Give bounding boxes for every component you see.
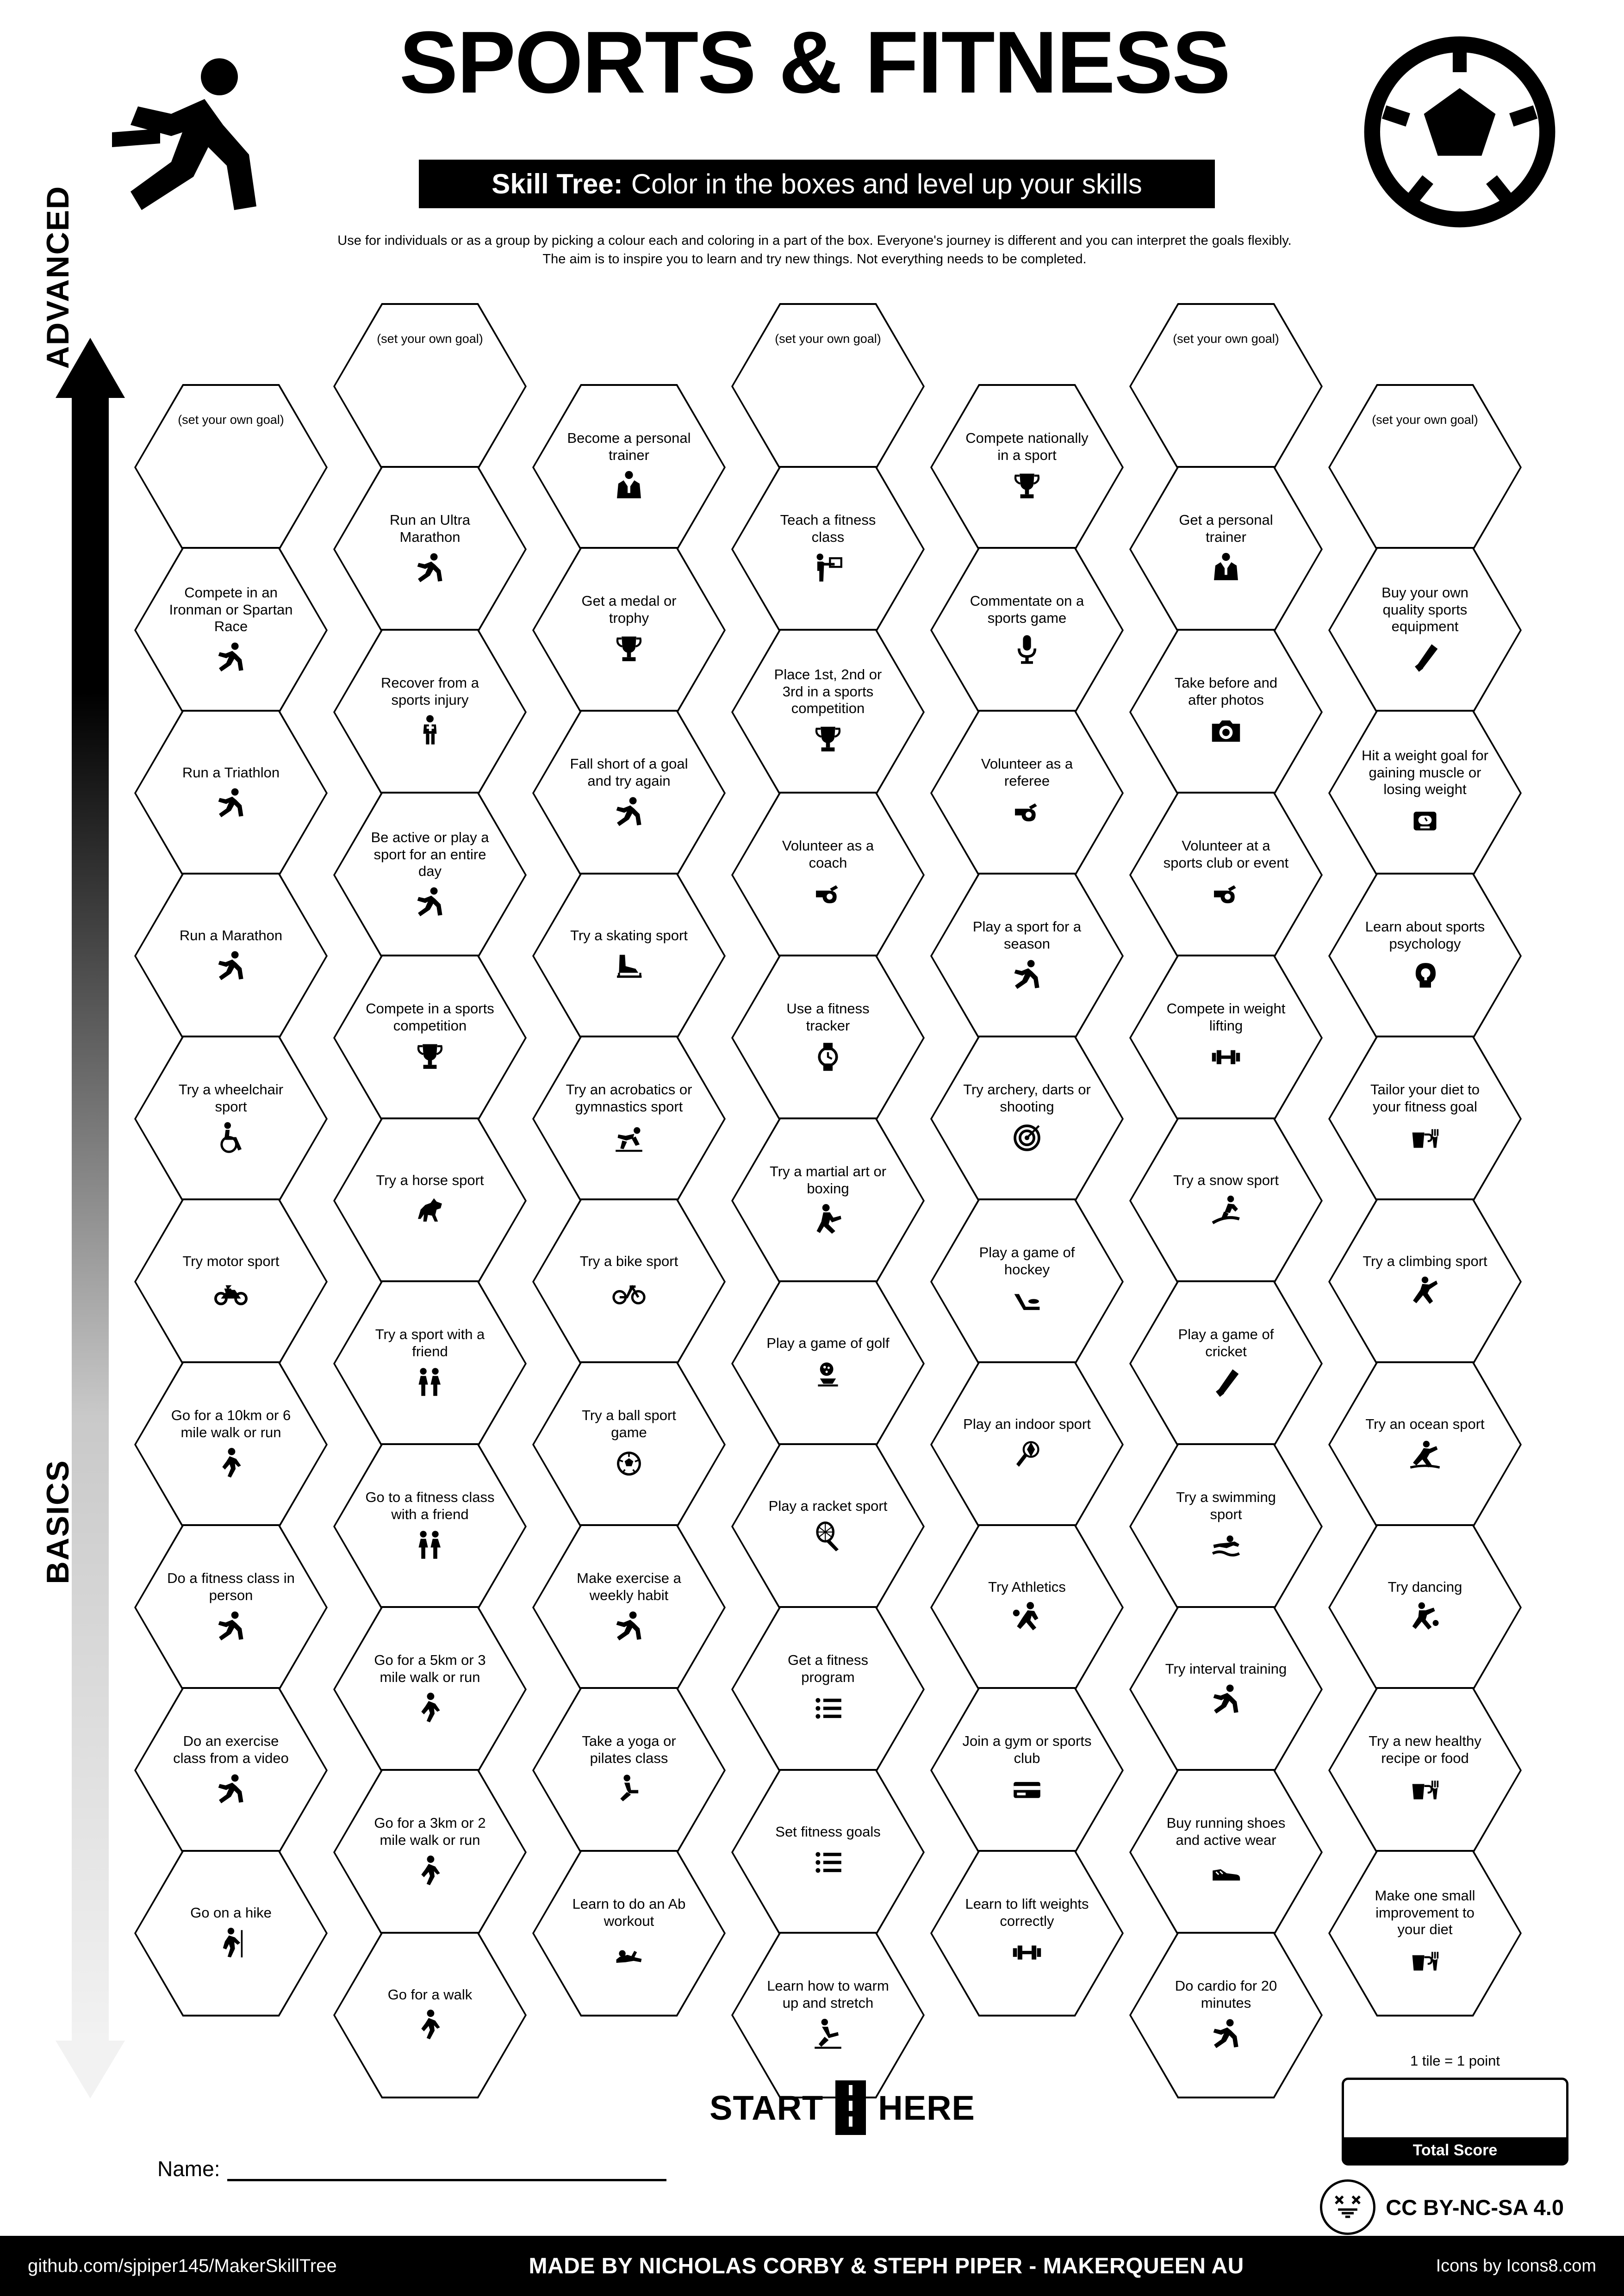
skill-tile[interactable]	[1129, 303, 1323, 470]
climbing-icon	[1408, 1273, 1442, 1310]
total-score-label: Total Score	[1344, 2137, 1566, 2163]
tile-label: Try a horse sport	[376, 1172, 484, 1188]
skill-tile[interactable]	[930, 710, 1124, 876]
tile-label: (set your own goal)	[1173, 332, 1279, 346]
tile-label: Tailor your diet to your fitness goal	[1370, 1081, 1480, 1115]
horse-icon	[413, 1192, 447, 1229]
list-icon	[811, 1844, 845, 1881]
skill-tile[interactable]	[930, 1198, 1124, 1365]
tile-label: Try a skating sport	[570, 927, 688, 943]
tile-label: Compete nationally in a sport	[965, 430, 1089, 463]
skill-tile[interactable]	[532, 547, 726, 714]
dumbbell-icon	[1209, 1038, 1243, 1075]
food-icon	[1408, 1942, 1442, 1979]
tile-label: Take a yoga or pilates class	[582, 1733, 676, 1766]
running-person-icon	[413, 884, 447, 921]
tile-label: Get a fitness program	[787, 1652, 869, 1685]
shoe-icon	[1209, 1853, 1243, 1890]
dumbbell-icon	[1010, 1934, 1044, 1971]
food-icon	[1408, 1119, 1442, 1156]
tile-label: Try motor sport	[182, 1253, 280, 1269]
footer-icons-credit[interactable]: Icons by Icons8.com	[1436, 2256, 1596, 2276]
footer-github-link[interactable]: github.com/sjpiper145/MakerSkillTree	[28, 2255, 337, 2276]
skill-tile[interactable]	[930, 1524, 1124, 1691]
name-input-line[interactable]	[227, 2159, 666, 2181]
skill-tile[interactable]	[134, 384, 328, 551]
running-person-icon	[214, 948, 248, 985]
tile-label: Join a gym or sports club	[962, 1733, 1092, 1766]
running-person-icon	[214, 1608, 248, 1645]
subtitle-strong: Skill Tree:	[492, 168, 623, 199]
list-icon	[811, 1690, 845, 1727]
tile-label: (set your own goal)	[377, 332, 483, 346]
skill-tile[interactable]	[731, 466, 925, 633]
racket-icon	[811, 1518, 845, 1555]
skill-tile[interactable]	[134, 710, 328, 876]
tile-label: Go on a hike	[190, 1904, 272, 1921]
tile-label: (set your own goal)	[178, 413, 284, 427]
trophy-icon	[612, 631, 646, 668]
whistle-icon	[1209, 875, 1243, 912]
running-person-icon	[612, 794, 646, 831]
tile-label: Go for a 3km or 2 mile walk or run	[374, 1815, 486, 1848]
skill-tile[interactable]	[1328, 1198, 1522, 1365]
tile-label: Volunteer as a referee	[981, 756, 1073, 789]
stretch-icon	[811, 2016, 845, 2053]
tile-label: Try dancing	[1388, 1578, 1462, 1595]
swimmer-icon	[1209, 1527, 1243, 1564]
skill-tile[interactable]	[134, 1036, 328, 1202]
head-idea-icon	[1408, 956, 1442, 993]
presenter-icon	[811, 550, 845, 587]
page-footer	[0, 2236, 1624, 2296]
tile-label: Fall short of a goal and try again	[570, 756, 688, 789]
running-person-icon	[214, 639, 248, 676]
trainer-icon	[612, 468, 646, 505]
tile-label: Try a wheelchair sport	[178, 1081, 284, 1115]
skill-tile[interactable]	[532, 384, 726, 551]
golf-icon	[811, 1355, 845, 1392]
hiking-person-icon	[214, 1925, 248, 1962]
running-person-icon	[1209, 1681, 1243, 1718]
discus-icon	[1010, 1599, 1044, 1636]
tile-label: Try archery, darts or shooting	[963, 1081, 1091, 1115]
skill-tile[interactable]	[134, 547, 328, 714]
skill-tile[interactable]	[1328, 710, 1522, 876]
tile-label: Learn to lift weights correctly	[965, 1896, 1089, 1929]
skill-tile[interactable]	[134, 873, 328, 1039]
whistle-icon	[811, 875, 845, 912]
total-score-box[interactable]	[1342, 2078, 1568, 2166]
tile-label: Run a Triathlon	[182, 764, 280, 781]
license-text: CC BY-NC-SA 4.0	[1386, 2195, 1564, 2220]
tile-label: Volunteer as a coach	[782, 838, 874, 871]
whistle-icon	[1010, 794, 1044, 831]
bicycle-icon	[612, 1273, 646, 1310]
walking-person-icon	[413, 2007, 447, 2044]
trainer-icon	[1209, 550, 1243, 587]
skill-tile[interactable]	[1328, 1361, 1522, 1528]
card-icon	[1010, 1771, 1044, 1808]
tile-label: Try a bike sport	[579, 1253, 678, 1269]
footer-credits: MADE BY NICHOLAS CORBY & STEPH PIPER - MAKERQUEEN AU	[529, 2253, 1244, 2278]
tile-label: Learn to do an Ab workout	[572, 1896, 686, 1929]
yoga-icon	[612, 1771, 646, 1808]
tile-label: Do an exercise class from a video	[173, 1733, 289, 1766]
tile-label: Commentate on a sports game	[970, 593, 1084, 626]
hockey-icon	[1010, 1282, 1044, 1319]
watch-icon	[811, 1038, 845, 1075]
ice-skate-icon	[612, 948, 646, 985]
walking-person-icon	[413, 1690, 447, 1727]
page-description: Use for individuals or as a group by picking a colour each and coloring in a part of the box. Everyone's journey is different and you can interpret the goals flexibly. The aim is to inspire you to learn and try new things. Not everything needs to be completed.	[337, 233, 1292, 267]
tile-label: Play a game of hockey	[979, 1244, 1075, 1278]
tile-label: Try a swimming sport	[1176, 1489, 1276, 1522]
tile-fill[interactable]	[1131, 305, 1321, 468]
skill-tile[interactable]	[333, 1117, 527, 1284]
page-title: SPORTS & FITNESS	[399, 13, 1230, 112]
martial-arts-icon	[811, 1201, 845, 1238]
tile-fill[interactable]	[1330, 386, 1520, 549]
skill-tile[interactable]	[1328, 1036, 1522, 1202]
target-icon	[1010, 1119, 1044, 1156]
skill-tile[interactable]	[333, 955, 527, 1121]
axis-label-advanced: ADVANCED	[40, 185, 75, 369]
skill-tile[interactable]	[1129, 1606, 1323, 1773]
skill-tile[interactable]	[731, 792, 925, 958]
creative-commons-icon	[1320, 2179, 1375, 2235]
tile-fill[interactable]	[733, 305, 923, 468]
tile-label: Compete in an Ironman or Spartan Race	[169, 584, 293, 635]
surfer-icon	[1408, 1436, 1442, 1473]
soccer-ball-icon	[612, 1445, 646, 1482]
tile-label: Take before and after photos	[1174, 675, 1278, 708]
tile-label: (set your own goal)	[775, 332, 881, 346]
tile-label: Play a game of golf	[766, 1334, 890, 1351]
tile-label: Get a medal or trophy	[581, 593, 677, 626]
tile-label: Try a ball sport game	[582, 1407, 676, 1440]
tile-label: Compete in weight lifting	[1166, 1000, 1286, 1034]
skill-tile[interactable]	[532, 1524, 726, 1691]
skill-tile[interactable]	[1328, 547, 1522, 714]
skill-tile[interactable]	[731, 955, 925, 1121]
trophy-icon	[413, 1038, 447, 1075]
tile-label: Run a Marathon	[179, 927, 283, 943]
cricket-icon	[1408, 639, 1442, 676]
tile-label: Learn about sports psychology	[1365, 918, 1485, 952]
running-person-icon	[214, 1771, 248, 1808]
skill-tile[interactable]	[532, 873, 726, 1039]
walking-person-icon	[413, 1853, 447, 1890]
skill-tile[interactable]	[532, 710, 726, 876]
tile-label: Make one small improvement to your diet	[1375, 1887, 1475, 1938]
skill-tile[interactable]	[731, 1932, 925, 2098]
motorbike-icon	[214, 1273, 248, 1310]
skill-tile[interactable]	[930, 873, 1124, 1039]
tile-label: Do a fitness class in person	[167, 1570, 295, 1603]
tile-label: (set your own goal)	[1372, 413, 1478, 427]
score-note: 1 tile = 1 point	[1410, 2053, 1500, 2069]
skill-tile[interactable]	[1129, 1769, 1323, 1936]
skill-tile[interactable]	[731, 629, 925, 795]
skill-tile[interactable]	[930, 1850, 1124, 2017]
skill-tile[interactable]	[731, 1117, 925, 1284]
tile-label: Run an Ultra Marathon	[389, 512, 471, 545]
tile-fill[interactable]	[335, 305, 525, 468]
skill-tile[interactable]	[731, 1280, 925, 1447]
tile-label: Try a climbing sport	[1363, 1253, 1487, 1269]
skill-tile[interactable]	[134, 1687, 328, 1854]
tile-label: Do cardio for 20 minutes	[1175, 1978, 1277, 2011]
tile-label: Compete in a sports competition	[366, 1000, 494, 1034]
situp-icon	[612, 1934, 646, 1971]
cricket-icon	[1209, 1364, 1243, 1401]
skill-tile[interactable]	[532, 1361, 726, 1528]
tile-label: Become a personal trainer	[567, 430, 691, 463]
skill-tile[interactable]	[1129, 1932, 1323, 2098]
tile-label: Try a snow sport	[1173, 1172, 1279, 1188]
food-icon	[1408, 1771, 1442, 1808]
axis-label-basics: BASICS	[40, 1459, 75, 1584]
skill-tile[interactable]	[731, 1606, 925, 1773]
skill-tile[interactable]	[333, 1443, 527, 1610]
skill-tile[interactable]	[333, 303, 527, 470]
skill-tile[interactable]	[532, 1850, 726, 2017]
skill-tile[interactable]	[532, 1036, 726, 1202]
badminton-icon	[1010, 1436, 1044, 1473]
skill-tile[interactable]	[333, 1280, 527, 1447]
tile-label: Try interval training	[1165, 1660, 1287, 1677]
tile-label: Try a martial art or boxing	[769, 1163, 887, 1197]
tile-label: Try Athletics	[988, 1578, 1066, 1595]
tile-label: Hit a weight goal for gaining muscle or losing weight	[1362, 747, 1488, 798]
tile-label: Try an ocean sport	[1365, 1415, 1485, 1432]
tile-label: Use a fitness tracker	[786, 1000, 870, 1034]
road-icon	[835, 2080, 866, 2135]
tile-label: Be active or play a sport for an entire day	[371, 829, 489, 880]
tile-label: Make exercise a weekly habit	[577, 1570, 681, 1603]
tile-label: Try an acrobatics or gymnastics sport	[566, 1081, 692, 1115]
tile-label: Play a sport for a season	[972, 918, 1082, 952]
skill-tile[interactable]	[731, 1769, 925, 1936]
subtitle-rest: Color in the boxes and level up your skills	[631, 168, 1142, 199]
tile-fill[interactable]	[136, 386, 326, 549]
running-person-icon	[1010, 956, 1044, 993]
skill-tile[interactable]	[731, 303, 925, 470]
skill-tile[interactable]	[1328, 873, 1522, 1039]
tile-label: Try a new healthy recipe or food	[1369, 1733, 1481, 1766]
skill-tile[interactable]	[731, 1443, 925, 1610]
snowboard-icon	[1209, 1192, 1243, 1229]
skill-tile[interactable]	[1129, 1117, 1323, 1284]
trophy-icon	[1010, 468, 1044, 505]
here-word: HERE	[878, 2088, 975, 2127]
skill-tile[interactable]	[333, 1932, 527, 2098]
tile-label: Recover from a sports injury	[381, 675, 479, 708]
skill-tile[interactable]	[134, 1524, 328, 1691]
skill-tile[interactable]	[333, 629, 527, 795]
skill-tile[interactable]	[1129, 629, 1323, 795]
name-label: Name:	[157, 2157, 220, 2181]
skill-tile[interactable]	[532, 1198, 726, 1365]
skill-tile[interactable]	[930, 1687, 1124, 1854]
gymnastics-icon	[612, 1119, 646, 1156]
tile-label: Go for a 10km or 6 mile walk or run	[171, 1407, 291, 1440]
tile-label: Get a personal trainer	[1179, 512, 1273, 545]
skill-tile[interactable]	[930, 384, 1124, 551]
skill-tile[interactable]	[134, 1361, 328, 1528]
running-person-icon	[612, 1608, 646, 1645]
skill-tile[interactable]	[1328, 1850, 1522, 2017]
skill-tile[interactable]	[1129, 466, 1323, 633]
skill-tile[interactable]	[532, 1687, 726, 1854]
skill-tile[interactable]	[930, 547, 1124, 714]
skill-tile[interactable]	[930, 1361, 1124, 1528]
tile-label: Go to a fitness class with a friend	[365, 1489, 495, 1522]
tile-label: Place 1st, 2nd or 3rd in a sports competition	[774, 666, 882, 717]
walking-person-icon	[214, 1445, 248, 1482]
camera-icon	[1209, 713, 1243, 750]
skill-tile[interactable]	[134, 1850, 328, 2017]
skill-tile[interactable]	[1129, 1443, 1323, 1610]
trophy-icon	[811, 721, 845, 758]
license-block	[1320, 2179, 1564, 2235]
injured-person-icon	[413, 713, 447, 750]
name-field[interactable]	[157, 2156, 666, 2181]
tile-label: Try a sport with a friend	[375, 1326, 485, 1359]
tile-label: Volunteer at a sports club or event	[1163, 838, 1289, 871]
start-word: START	[709, 2088, 824, 2127]
tile-label: Go for a walk	[387, 1986, 473, 2003]
running-person-icon	[413, 550, 447, 587]
skill-tile[interactable]	[134, 1198, 328, 1365]
tile-label: Learn how to warm up and stretch	[767, 1978, 889, 2011]
tile-label: Go for a 5km or 3 mile walk or run	[374, 1652, 486, 1685]
skill-tile[interactable]	[1328, 1687, 1522, 1854]
skill-tile[interactable]	[333, 792, 527, 958]
skill-tile[interactable]	[1129, 1280, 1323, 1447]
skill-tile[interactable]	[1328, 1524, 1522, 1691]
tile-label: Play a racket sport	[768, 1497, 888, 1514]
running-person-icon	[214, 785, 248, 822]
tile-label: Teach a fitness class	[780, 512, 876, 545]
tile-label: Buy running shoes and active wear	[1166, 1815, 1286, 1848]
microphone-icon	[1010, 631, 1044, 668]
tile-label: Buy your own quality sports equipment	[1381, 584, 1468, 635]
tile-label: Set fitness goals	[775, 1823, 881, 1840]
two-people-icon	[413, 1527, 447, 1564]
skill-tile[interactable]	[1328, 384, 1522, 551]
skill-tile[interactable]	[930, 1036, 1124, 1202]
skill-tile[interactable]	[1129, 792, 1323, 958]
running-person-icon	[1209, 2016, 1243, 2053]
tile-label: Play a game of cricket	[1178, 1326, 1274, 1359]
start-here-marker	[662, 2078, 1023, 2138]
skill-tile[interactable]	[1129, 955, 1323, 1121]
wheelchair-icon	[214, 1119, 248, 1156]
dancing-icon	[1408, 1599, 1442, 1636]
skill-tile[interactable]	[333, 466, 527, 633]
skill-tile[interactable]	[333, 1769, 527, 1936]
two-people-icon	[413, 1364, 447, 1401]
tile-label: Play an indoor sport	[963, 1415, 1091, 1432]
skill-tile[interactable]	[333, 1606, 527, 1773]
scale-icon	[1408, 802, 1442, 839]
